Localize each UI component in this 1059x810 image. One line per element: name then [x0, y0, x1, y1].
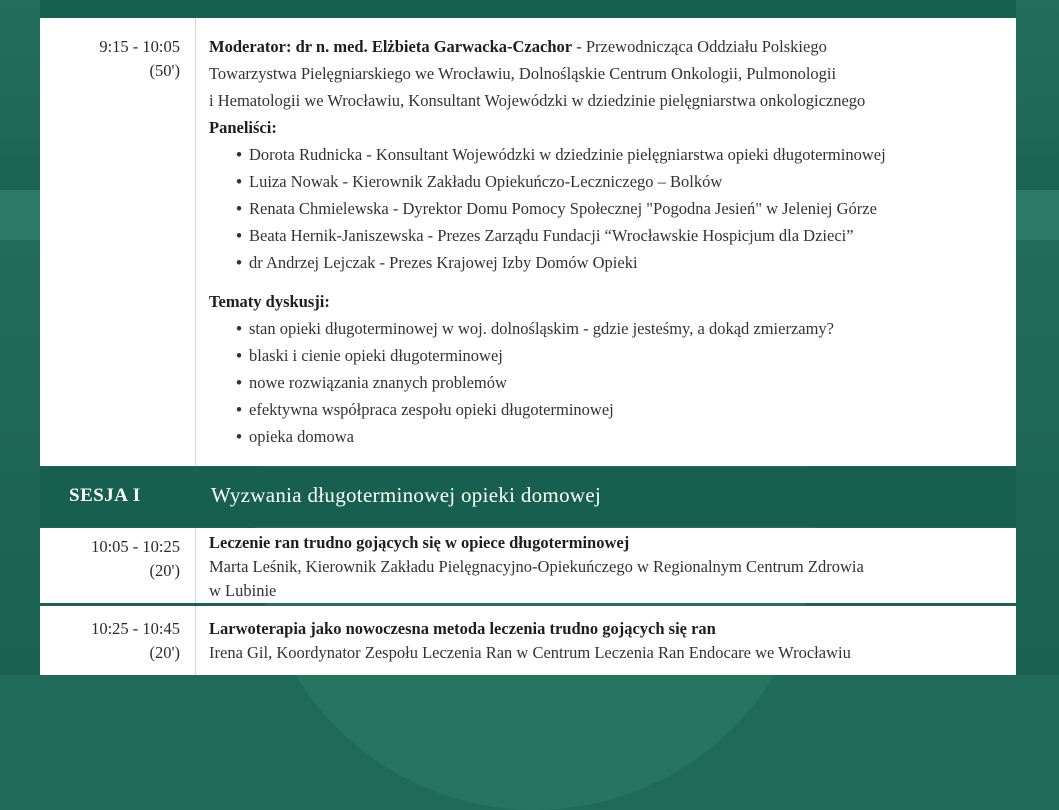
moderator	[209, 33, 999, 60]
talk-speaker: Marta Leśnik, Kierownik Zakładu Pielęgnacyjno-Opiekuńczego w Regionalnym Centrum Zdrowia	[209, 557, 864, 576]
talk-speaker: Irena Gil, Koordynator Zespołu Leczenia Ran w Centrum Leczenia Ran Endocare we Wrocławiu	[209, 643, 851, 662]
moderator-line-3: i Hematologii we Wrocławiu, Konsultant Wojewódzki w dziedzinie pielęgniarstwa onkologicznego	[209, 91, 866, 110]
bullet-icon: •	[236, 319, 242, 338]
bullet-icon: •	[236, 400, 242, 419]
bullet-icon: •	[236, 427, 242, 446]
panelists-list	[229, 141, 999, 276]
talk-row	[40, 606, 1016, 675]
column-divider	[195, 18, 196, 466]
time-slot	[40, 617, 180, 665]
talk-content	[209, 617, 999, 665]
bullet-icon: •	[236, 172, 242, 191]
moderator-label: Moderator: dr n. med. Elżbieta Garwacka-Czachor	[209, 37, 573, 56]
moderator-role: - Przewodnicząca Oddziału Polskiego	[572, 37, 827, 56]
talk-title: Larwoterapia jako nowoczesna metoda leczenia trudno gojących się ran	[209, 619, 716, 638]
time-range: 10:05 - 10:25	[91, 537, 180, 556]
duration: (50')	[149, 61, 180, 80]
time-slot	[40, 35, 180, 83]
bullet-icon: •	[236, 145, 242, 164]
time-slot	[40, 535, 180, 583]
session-title: Wyzwania długoterminowej opieki domowej	[211, 483, 602, 507]
list-item: • stan opieki długoterminowej w woj. dolnośląskim - gdzie jesteśmy, a dokąd zmierzamy?	[229, 315, 999, 342]
topics-heading: Tematy dyskusji:	[209, 292, 330, 311]
panelists-heading: Paneliści:	[209, 118, 277, 137]
duration: (20')	[149, 643, 180, 662]
moderator-line-2: Towarzystwa Pielęgniarskiego we Wrocławiu, Dolnośląskie Centrum Onkologii, Pulmonologii	[209, 64, 837, 83]
duration: (20')	[149, 561, 180, 580]
column-divider	[195, 528, 196, 603]
list-item: • nowe rozwiązania znanych problemów	[229, 369, 999, 396]
list-item: • Luiza Nowak - Kierownik Zakładu Opiekuńczo-Leczniczego – Bolków	[229, 168, 999, 195]
time-range: 10:25 - 10:45	[91, 619, 180, 638]
talk-speaker-line-2: w Lubinie	[209, 581, 277, 600]
time-range: 9:15 - 10:05	[99, 37, 180, 56]
bullet-icon: •	[236, 346, 242, 365]
talk-content	[209, 531, 999, 603]
talk-row	[40, 528, 1016, 603]
column-divider	[195, 606, 196, 675]
list-item: • Dorota Rudnicka - Konsultant Wojewódzki w dziedzinie pielęgniarstwa opieki długoterminowej	[229, 141, 999, 168]
list-item: • efektywna współpraca zespołu opieki długoterminowej	[229, 396, 999, 423]
list-item: • Renata Chmielewska - Dyrektor Domu Pomocy Społecznej "Pogodna Jesień" w Jeleniej Górze	[229, 195, 999, 222]
bullet-icon: •	[236, 253, 242, 272]
topics-list	[229, 315, 999, 450]
list-item: • blaski i cienie opieki długoterminowej	[229, 342, 999, 369]
bullet-icon: •	[236, 199, 242, 218]
bullet-icon: •	[236, 373, 242, 392]
bullet-icon: •	[236, 226, 242, 245]
list-item: • Beata Hernik-Janiszewska - Prezes Zarządu Fundacji “Wrocławskie Hospicjum dla Dzieci”	[229, 222, 999, 249]
session-label: SESJA I	[69, 485, 141, 506]
discussion-panel	[40, 18, 1016, 466]
session-header	[40, 467, 1016, 527]
previous-header-strip	[40, 0, 1016, 18]
talk-title: Leczenie ran trudno gojących się w opiece długoterminowej	[209, 533, 630, 552]
list-item: • dr Andrzej Lejczak - Prezes Krajowej Izby Domów Opieki	[229, 249, 999, 276]
list-item: • opieka domowa	[229, 423, 999, 450]
panel-content	[209, 33, 999, 450]
